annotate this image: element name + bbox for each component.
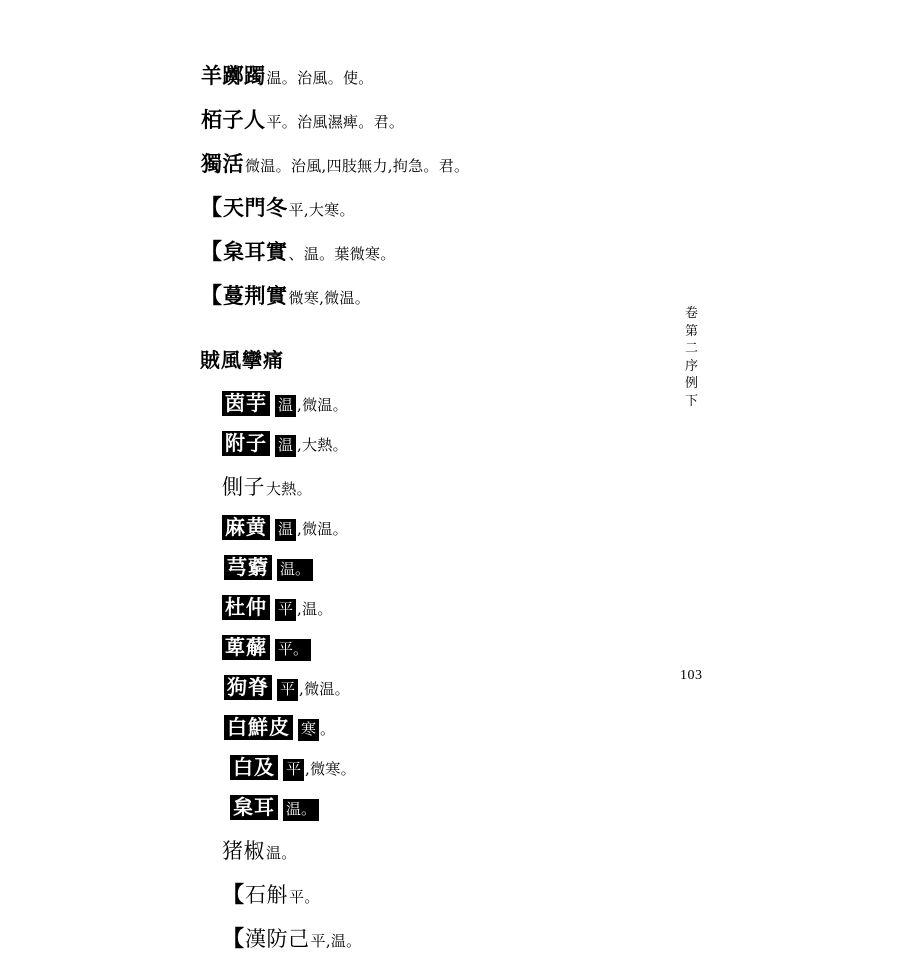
entry-name: 白及 bbox=[230, 755, 278, 780]
list-item bbox=[200, 715, 660, 741]
entry-name: 天門冬 bbox=[223, 195, 288, 220]
list-item bbox=[200, 835, 660, 865]
running-head bbox=[680, 305, 704, 410]
entry-note: ,微寒。 bbox=[305, 760, 356, 778]
running-head-line-2: 序例下 bbox=[684, 358, 699, 409]
list-item bbox=[200, 104, 660, 134]
list-item bbox=[200, 635, 660, 661]
list-item bbox=[200, 471, 660, 501]
entry-note: ,微温。 bbox=[297, 396, 348, 414]
list-item bbox=[200, 675, 660, 701]
entry-name: 羊躑躅 bbox=[201, 63, 266, 88]
page-number: 103 bbox=[680, 668, 703, 683]
entry-name: 狗脊 bbox=[224, 675, 272, 700]
entry-name: 茵芋 bbox=[222, 391, 270, 416]
section-heading: 賊風攣痛 bbox=[200, 348, 284, 372]
entry-note-highlight: 平。 bbox=[275, 639, 311, 661]
entry-bracket: 【 bbox=[222, 882, 245, 908]
entry-name: 白鮮皮 bbox=[224, 715, 293, 740]
entry-note: 平,大寒。 bbox=[288, 201, 355, 219]
entry-name: 側子 bbox=[222, 475, 265, 499]
list-item bbox=[200, 60, 660, 90]
entry-name: 猪椒 bbox=[222, 839, 265, 863]
entry-name: 芎藭 bbox=[224, 555, 272, 580]
entry-note-highlight: 平 bbox=[283, 759, 304, 781]
entry-name: 杜仲 bbox=[222, 595, 270, 620]
entry-name: 獨活 bbox=[201, 151, 244, 176]
text-column bbox=[200, 60, 660, 967]
entry-note: ,微温。 bbox=[297, 520, 348, 538]
list-item bbox=[200, 755, 660, 781]
entry-note-highlight: 温。 bbox=[283, 799, 319, 821]
entry-note: 、温。葉微寒。 bbox=[288, 245, 396, 263]
list-item bbox=[200, 236, 660, 266]
list-item bbox=[200, 515, 660, 541]
entry-name: 麻黄 bbox=[222, 515, 270, 540]
entry-name: 萆薢 bbox=[222, 635, 270, 660]
entry-note: ,温。 bbox=[297, 600, 333, 618]
entry-name: 漢防己 bbox=[245, 927, 310, 951]
entry-note: 大熱。 bbox=[266, 480, 312, 498]
list-item bbox=[200, 555, 660, 581]
entry-note: 平,温。 bbox=[310, 932, 362, 950]
entry-bracket: 【 bbox=[200, 195, 223, 221]
entry-note: 平。治風濕痺。君。 bbox=[266, 113, 405, 131]
entry-name: 栢子人 bbox=[201, 107, 266, 132]
entry-note-highlight: 平 bbox=[277, 679, 298, 701]
list-item bbox=[200, 795, 660, 821]
entry-note: ,大熱。 bbox=[297, 436, 348, 454]
entry-note: 温。治風。使。 bbox=[266, 69, 374, 87]
entry-note-highlight: 温 bbox=[275, 435, 296, 457]
entry-note-highlight: 寒 bbox=[298, 719, 319, 741]
entry-name: 附子 bbox=[222, 431, 270, 456]
entry-note-highlight: 温。 bbox=[277, 559, 313, 581]
entry-name: 石斛 bbox=[245, 883, 289, 907]
entry-note-highlight: 温 bbox=[275, 519, 296, 541]
entry-note-highlight: 温 bbox=[275, 395, 296, 417]
list-item bbox=[200, 879, 660, 909]
list-item bbox=[200, 595, 660, 621]
list-item bbox=[200, 148, 660, 178]
entry-name: 枲耳 bbox=[230, 795, 278, 820]
entry-note: 微温。治風,四肢無力,拘急。君。 bbox=[245, 157, 470, 175]
entry-note-highlight: 平 bbox=[275, 599, 296, 621]
list-item bbox=[200, 192, 660, 222]
entry-note: ,微温。 bbox=[299, 680, 350, 698]
list-item bbox=[200, 280, 660, 310]
entry-bracket: 【 bbox=[200, 239, 223, 265]
entry-note: 平。 bbox=[289, 888, 320, 906]
list-item bbox=[200, 923, 660, 953]
entry-name: 枲耳實 bbox=[223, 239, 288, 264]
entry-note: 温。 bbox=[266, 844, 297, 862]
list-item bbox=[200, 431, 660, 457]
list-item bbox=[200, 391, 660, 417]
entry-bracket: 【 bbox=[222, 926, 245, 952]
entry-name: 蔓荆實 bbox=[223, 283, 288, 308]
running-head-line-1: 卷第二 bbox=[684, 306, 699, 357]
entry-bracket: 【 bbox=[200, 283, 223, 309]
entry-note: 微寒,微温。 bbox=[288, 289, 371, 307]
entry-note: 。 bbox=[320, 720, 336, 738]
